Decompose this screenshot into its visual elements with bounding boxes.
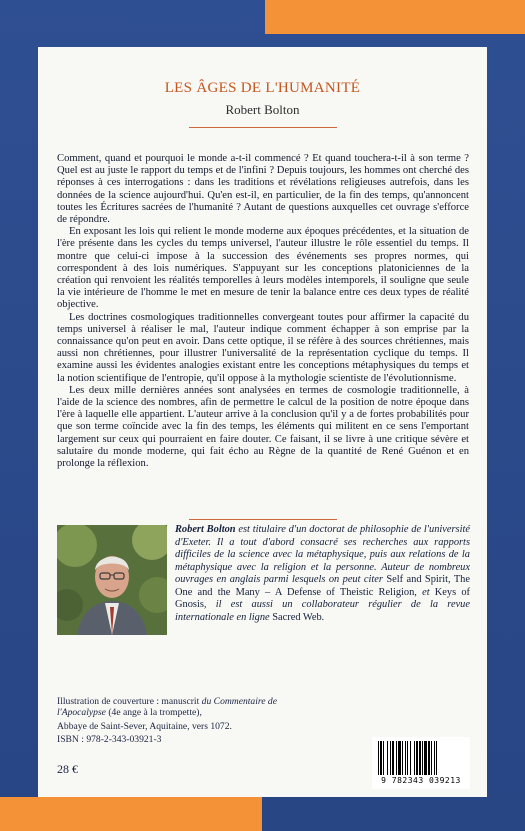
price: 28 €	[57, 762, 78, 776]
blurb-paragraph: En exposant les lois qui relient le monde moderne aux époques précédentes, et la situation de l'ère présente dans les cycles du temps universel, l'auteur illustre le rôle essentiel du temps. Il montre que celui-ci impose à la succession des événements ses propres normes, qui correspondent à des lois numériques. S'appuyant sur les conceptions platoniciennes de la création qui renvoient les réalités temporelles à leurs modèles intemporels, il souligne que seule la vie intérieure de l'homme le met en mesure de tenir la balance entre ces deux types de réalité objective.	[57, 226, 469, 311]
book-author: Robert Bolton	[225, 102, 300, 117]
barcode-bar	[390, 741, 391, 775]
blurb-paragraph: Les doctrines cosmologiques traditionnelles convergeant toutes pour affirmer la capacité du temps universel à réaliser le mal, l'auteur indique comment échapper à son emprise par la connaissance qu'on peut en avoir. Dans cette optique, il se réfère à des sources chrétiennes, mais aussi non chrétiennes, pour illustrer l'universalité de la représentation cyclique du temps. Il examine aussi les évidentes analogies existant entre les conceptions métaphysiques du temps et la notion scientifique de l'entropie, qu'il oppose à la mythologie scientiste de l'évolutionnisme.	[57, 311, 469, 384]
author-portrait-image	[57, 525, 167, 635]
illustration-credit	[57, 696, 317, 719]
illustration-detail: (4e ange à la trompette),	[105, 707, 202, 719]
bio-author-name: Robert Bolton	[175, 524, 236, 535]
blurb-paragraph: Comment, quand et pourquoi le monde a-t-il commencé ? Et quand touchera-t-il à son terme ? Quel est au juste le rapport du temps et de l'infini ? Depuis toujours, les hommes ont cherché des réponses à ces interrogations : dans les traditions et révélations religieuses autrefois, dans les données de la science aujourd'hui. Qu'en est-il, en particulier, de la fin des temps, qu'annoncent toutes les Écritures sacrées de l'humanité ? Autant de questions auxquelles cet ouvrage s'efforce de répondre.	[57, 153, 469, 226]
barcode-bar	[424, 741, 427, 775]
barcode-bar	[405, 741, 406, 775]
barcode-bar	[398, 741, 401, 775]
barcode-bar	[383, 741, 384, 775]
blurb-text	[57, 153, 469, 470]
barcode-bar	[380, 741, 382, 775]
illustration-source: du Commentaire de l'Apocalypse	[57, 696, 277, 719]
isbn: ISBN : 978-2-343-03921-3	[57, 734, 162, 746]
barcode-bar	[402, 741, 403, 775]
bio-text: est titulaire d'un doctorat de philosophie de l'université d'Exeter. Il a tout d'abord consacré ses recherches aux rapports difficiles de la science avec la métaphysique, puis aux relations de la métaphysique avec la religion et la personne. Auteur de nombreux ouvrages en anglais parmi lesquels on peut citer	[175, 524, 470, 585]
blurb-paragraph: Les deux mille dernières années sont analysées en termes de cosmologie traditionnelle, à l'aide de la science des nombres, afin de permettre le calcul de la position de notre époque dans l'ère à laquelle elle appartient. L'auteur arrive à la conclusion qu'il y a de fortes probabilités pour que son terme coïncide avec la fin des temps, les éléments qui militent en ce sens l'emportant largement sur ceux qui pourraient en faire douter. Ce faisant, il se livre à une critique sévère et salutaire du monde moderne, qui fait écho au Règne de la quantité de René Guénon et en prolonge la réflexion.	[57, 384, 469, 470]
barcode-bar	[428, 741, 430, 775]
book-title: LES ÂGES DE L'HUMANITÉ	[164, 80, 361, 96]
barcode-bar	[414, 741, 415, 775]
barcode-bar	[436, 741, 437, 775]
bio-text: , il est aussi un collaborateur régulier de la revue internationale en ligne	[175, 599, 470, 623]
orange-band-bottom	[0, 797, 262, 831]
illustration-location: Abbaye de Saint-Sever, Aquitaine, vers 1072.	[57, 720, 232, 732]
barcode-digits: 9 782343 039213	[381, 776, 461, 785]
divider-top	[189, 127, 337, 128]
cover-credits	[57, 696, 317, 746]
barcode-bar	[407, 741, 408, 775]
barcode-bar	[419, 741, 421, 775]
author-photo	[57, 525, 167, 635]
barcode-bar	[378, 741, 379, 775]
orange-band-top	[265, 0, 525, 34]
bio-work: Keys of Gnosis	[175, 586, 470, 610]
barcode-bar	[392, 741, 394, 775]
bio-journal: Sacred Web	[272, 611, 322, 623]
barcode-bar	[431, 741, 432, 775]
barcode-bar	[416, 741, 418, 775]
barcode-bar	[396, 741, 397, 775]
barcode-bar	[422, 741, 423, 775]
bio-text: .	[321, 611, 325, 623]
bio-works: Self and Spirit, The One and the Many – A Defense of Theistic Religion,	[175, 574, 470, 598]
divider-bottom	[189, 519, 337, 520]
author-bio	[175, 524, 470, 624]
barcode-bar	[434, 741, 435, 775]
barcode-bar	[387, 741, 388, 775]
bio-text: et	[416, 586, 435, 598]
barcode-bars	[372, 737, 470, 777]
barcode-bar	[410, 741, 411, 775]
illustration-label: Illustration de couverture : manuscrit	[57, 696, 202, 707]
